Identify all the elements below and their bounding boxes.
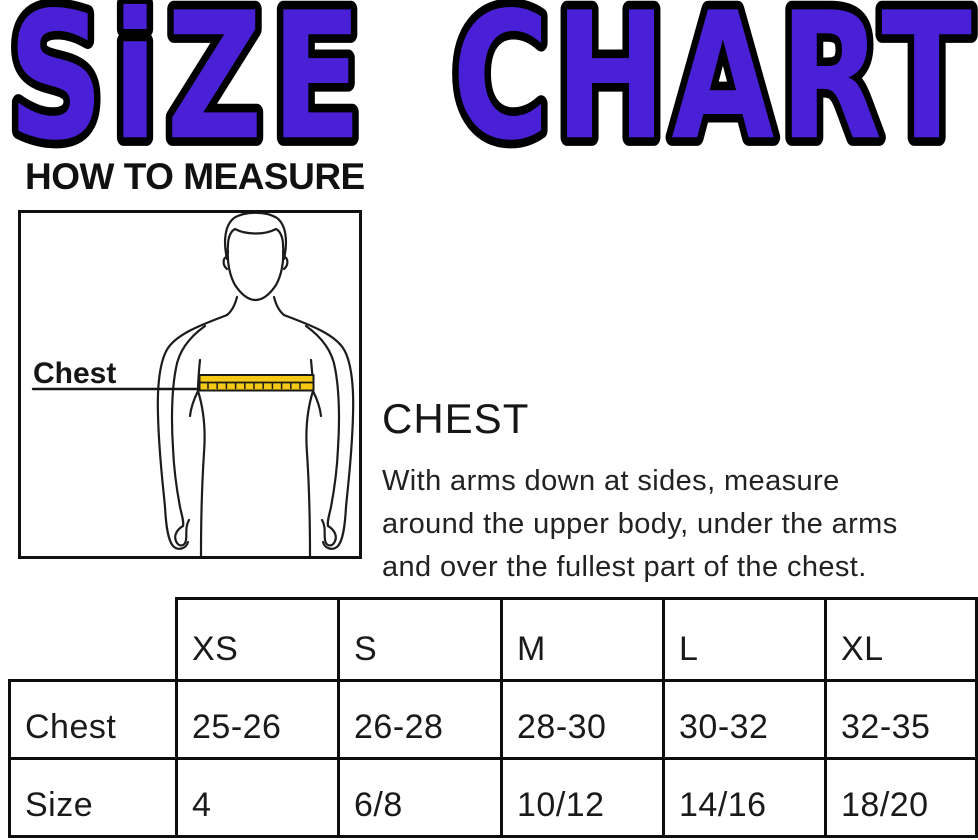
column-header-m: M (502, 599, 664, 681)
table-corner-blank (10, 599, 177, 681)
chest-instructions-line-3: and over the fullest part of the chest. (382, 551, 867, 583)
size-value-s: 6/8 (339, 759, 502, 837)
right-shoulder-arm (284, 315, 353, 549)
chest-value-l: 30-32 (664, 681, 826, 759)
left-shoulder-arm (158, 315, 227, 549)
tape-measure (200, 375, 314, 391)
left-armpit (190, 391, 198, 416)
table-row-size (10, 759, 977, 837)
size-table (8, 597, 978, 838)
chest-value-xs: 25-26 (177, 681, 339, 759)
row-label-size: Size (10, 759, 177, 837)
chest-value-xl: 32-35 (826, 681, 977, 759)
left-torso-side (198, 391, 205, 556)
column-header-xl: XL (826, 599, 977, 681)
right-armpit (313, 391, 321, 416)
page-title (0, 0, 978, 154)
neck-left (227, 297, 237, 315)
title-word-size: SiZE (8, 0, 362, 154)
size-value-xs: 4 (177, 759, 339, 837)
chest-instructions-heading: CHEST (382, 395, 530, 442)
column-header-l: L (664, 599, 826, 681)
title-word-chart: CHART (452, 0, 972, 154)
column-header-s: S (339, 599, 502, 681)
chest-instructions-line-1: With arms down at sides, measure (382, 465, 840, 497)
chest-instructions (382, 395, 972, 589)
column-header-xs: XS (177, 599, 339, 681)
table-header-row (10, 599, 977, 681)
row-label-chest: Chest (10, 681, 177, 759)
neck-right (274, 297, 284, 315)
size-value-l: 14/16 (664, 759, 826, 837)
size-value-xl: 18/20 (826, 759, 977, 837)
chest-figure-label: Chest (33, 357, 117, 390)
chest-instructions-line-2: around the upper body, under the arms (382, 508, 898, 540)
how-to-measure-heading: HOW TO MEASURE (25, 156, 365, 197)
measurement-diagram-box (18, 210, 362, 559)
torso-diagram (21, 213, 359, 556)
right-torso-side (306, 391, 313, 556)
table-row-chest (10, 681, 977, 759)
chest-value-m: 28-30 (502, 681, 664, 759)
chest-value-s: 26-28 (339, 681, 502, 759)
face-outline (228, 251, 283, 300)
size-value-m: 10/12 (502, 759, 664, 837)
